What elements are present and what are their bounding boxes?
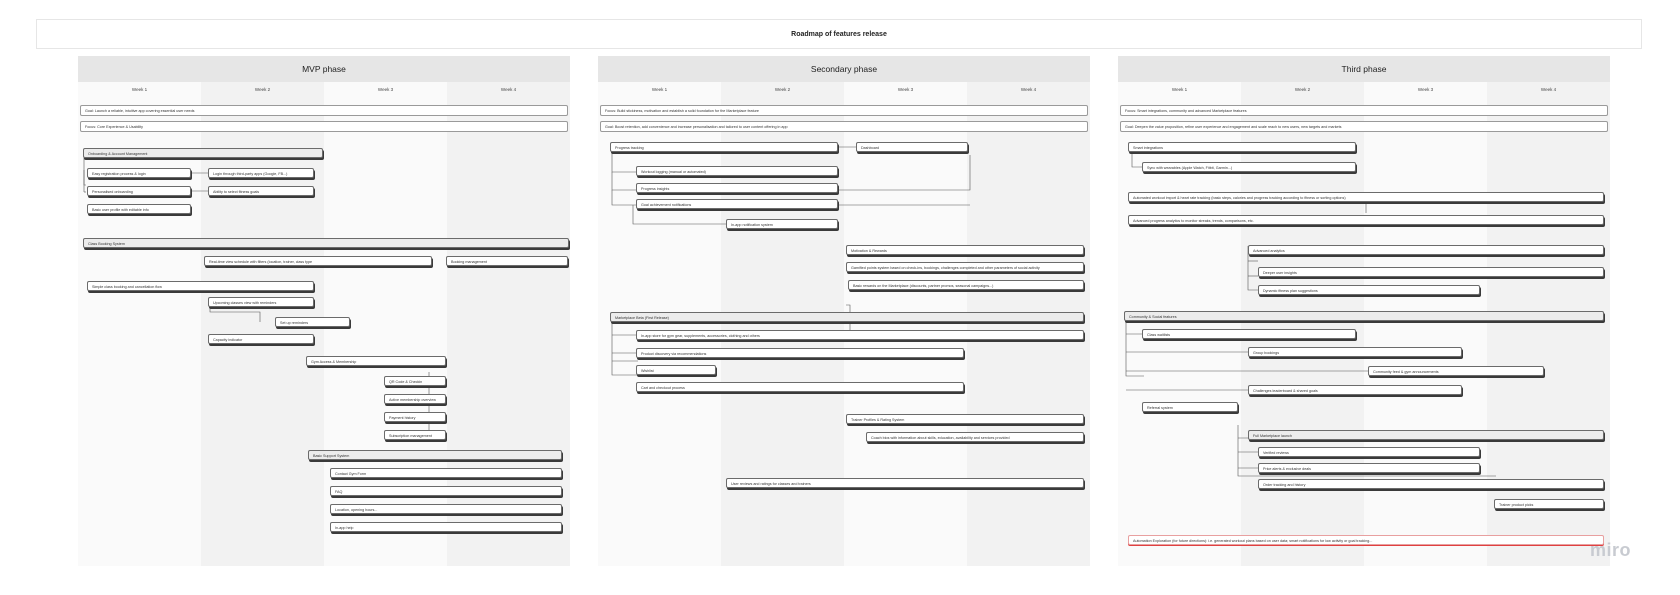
week-label: Week 3 [1364,82,1487,96]
sec-cart-checkout[interactable]: Cart and checkout process [636,382,964,392]
mvp-booking-mgmt[interactable]: Booking management [446,256,568,266]
mvp-upcoming[interactable]: Upcoming classes view with reminders [208,297,314,307]
mvp-faq[interactable]: FAQ [330,486,562,496]
week-label: Week 2 [721,82,844,96]
sec-coach-bios[interactable]: Coach bios with information about skills, education, availability and services provided [866,432,1084,442]
week-label: Week 1 [1118,82,1241,96]
mvp-ability-goals[interactable]: Ability to select fitness goals [208,186,314,196]
sec-focus[interactable]: Focus: Build stickiness, motivation and establish a solid foundation for the Marketplace feature [600,105,1088,116]
third-class-waitlists[interactable]: Class waitlists [1142,329,1356,339]
mvp-active-membership[interactable]: Active membership overview [384,394,446,404]
third-automation[interactable]: Automation Exploration (for future directions): i.e. generated workout plans based on user data; smart notifications for low activity or goal tracking... [1128,535,1604,545]
mvp-phase-frame[interactable] [78,56,570,566]
mvp-class-booking[interactable]: Class Booking System [83,238,569,248]
sec-goal[interactable]: Goal: Boost retention, add convenience and increase personalisation and tailored to user content offering in app [600,121,1088,132]
sec-goal-achievement[interactable]: Goal achievement notifications [636,199,838,209]
sec-trainer-profiles[interactable]: Trainer Profiles & Rating System [846,414,1084,424]
third-group-bookings[interactable]: Group bookings [1248,347,1462,357]
mvp-location[interactable]: Location, opening hours... [330,504,562,514]
mvp-contact-gym[interactable]: Contact Gym Form [330,468,562,478]
mvp-goal[interactable]: Goal: Launch a reliable, intuitive app covering essential user needs [80,105,568,116]
mvp-in-app-help[interactable]: In-app help [330,522,562,532]
mvp-basic-profile[interactable]: Basic user profile with editable info [87,204,191,214]
sec-progress-insights[interactable]: Progress insights [636,183,838,193]
third-challenges[interactable]: Challenges leaderboard & shared goals [1248,385,1462,395]
sec-basic-rewards[interactable]: Basic rewards on the Marketplace (discounts, partner promos, seasonal campaigns...) [848,280,1084,290]
third-community-feed[interactable]: Community feed & gym announcements [1368,366,1544,376]
sec-progress-tracking[interactable]: Progress tracking [610,142,838,152]
third-full-marketplace[interactable]: Full Marketplace launch [1248,430,1604,440]
sec-product-discovery[interactable]: Product discovery via recommendations [636,348,964,358]
phase-title: MVP phase [78,56,570,82]
sec-dashboard[interactable]: Dashboard [856,142,968,152]
mvp-capacity[interactable]: Capacity indicator [208,334,314,344]
mvp-real-time[interactable]: Real-time view schedule with filters (location, trainer, class type [204,256,432,266]
phase-title: Third phase [1118,56,1610,82]
sec-in-app-notif[interactable]: In-app notification system [726,219,838,229]
week-label: Week 4 [967,82,1090,96]
secondary-phase-frame[interactable] [598,56,1090,566]
third-goal[interactable]: Goal: Deepen the value proposition, refine user experience and engagement and scale reach to new users, new targets and markets [1120,121,1608,132]
third-advanced-analytics[interactable]: Advanced analytics [1248,245,1604,255]
mvp-basic-support[interactable]: Basic Support System [308,450,562,460]
third-sync-wearables[interactable]: Sync with wearables (Apple Watch, Fitbit, Garmin...) [1142,162,1356,172]
week-label: Week 1 [598,82,721,96]
third-deeper-insights[interactable]: Deeper user insights [1258,267,1604,277]
mvp-qr-code[interactable]: QR Code & Checkin [384,376,446,386]
mvp-easy-reg[interactable]: Easy registration process & login [87,168,191,178]
third-focus[interactable]: Focus: Smart integrations, community and advanced Marketplace features [1120,105,1608,116]
week-label: Week 3 [844,82,967,96]
week-label: Week 2 [1241,82,1364,96]
mvp-login-third[interactable]: Login through third-party apps (Google, FB...) [208,168,314,178]
third-referral[interactable]: Referral system [1142,402,1238,412]
third-verified-reviews[interactable]: Verified reviews [1258,447,1480,457]
mvp-subscription[interactable]: Subscription management [384,430,446,440]
mvp-gym-access[interactable]: Gym Access & Membership [306,356,446,366]
week-label: Week 2 [201,82,324,96]
third-price-alerts[interactable]: Price alerts & exclusive deals [1258,463,1480,473]
week-label: Week 1 [78,82,201,96]
third-phase-frame[interactable] [1118,56,1610,566]
sec-user-reviews[interactable]: User reviews and ratings for classes and trainers [726,478,1084,488]
mvp-onboarding[interactable]: Onboarding & Account Management [83,148,323,158]
connector-lines [598,56,1090,566]
mvp-setup-reminders[interactable]: Set up reminders [275,317,350,327]
third-community[interactable]: Community & Social features [1124,311,1604,321]
third-advanced-progress[interactable]: Advanced progress analytics to monitor streaks, trends, comparisons, etc. [1128,215,1604,225]
third-trainer-packs[interactable]: Trainer product picks [1494,499,1604,509]
third-order-tracking[interactable]: Order tracking and history [1258,479,1604,489]
board-title-bar [36,19,1642,49]
mvp-payment-history[interactable]: Payment history [384,412,446,422]
board-title: Roadmap of features release [791,30,887,38]
sec-in-app-store[interactable]: In-app store for gym gear, supplements, accessories, clothing and others [636,330,1084,340]
third-auto-workout[interactable]: Automated workout import & heart rate tracking (basic steps, calories and progress tracking according to fitness or sorting options) [1128,192,1604,202]
mvp-simple-booking[interactable]: Simple class booking and cancellation flow [87,281,314,291]
third-smart-integrations[interactable]: Smart integrations [1128,142,1356,152]
mvp-personalised[interactable]: Personalised onboarding [87,186,191,196]
sec-wishlist[interactable]: Wishlist [636,365,716,375]
sec-motivation[interactable]: Motivation & Rewards [846,245,1084,255]
phase-title: Secondary phase [598,56,1090,82]
mvp-focus[interactable]: Focus: Core Experience & Usability [80,121,568,132]
miro-logo: miro [1590,540,1632,560]
week-label: Week 4 [1487,82,1610,96]
week-label: Week 4 [447,82,570,96]
sec-gamified[interactable]: Gamified points system based on check-ins, bookings, challenges completed and other parameters of social activity [846,262,1084,272]
sec-marketplace-beta[interactable]: Marketplace Beta (First Release) [610,312,1084,322]
week-label: Week 3 [324,82,447,96]
third-dynamic-plan[interactable]: Dynamic fitness plan suggestions [1258,285,1480,295]
sec-workout-logging[interactable]: Workout logging (manual or automated) [636,166,838,176]
